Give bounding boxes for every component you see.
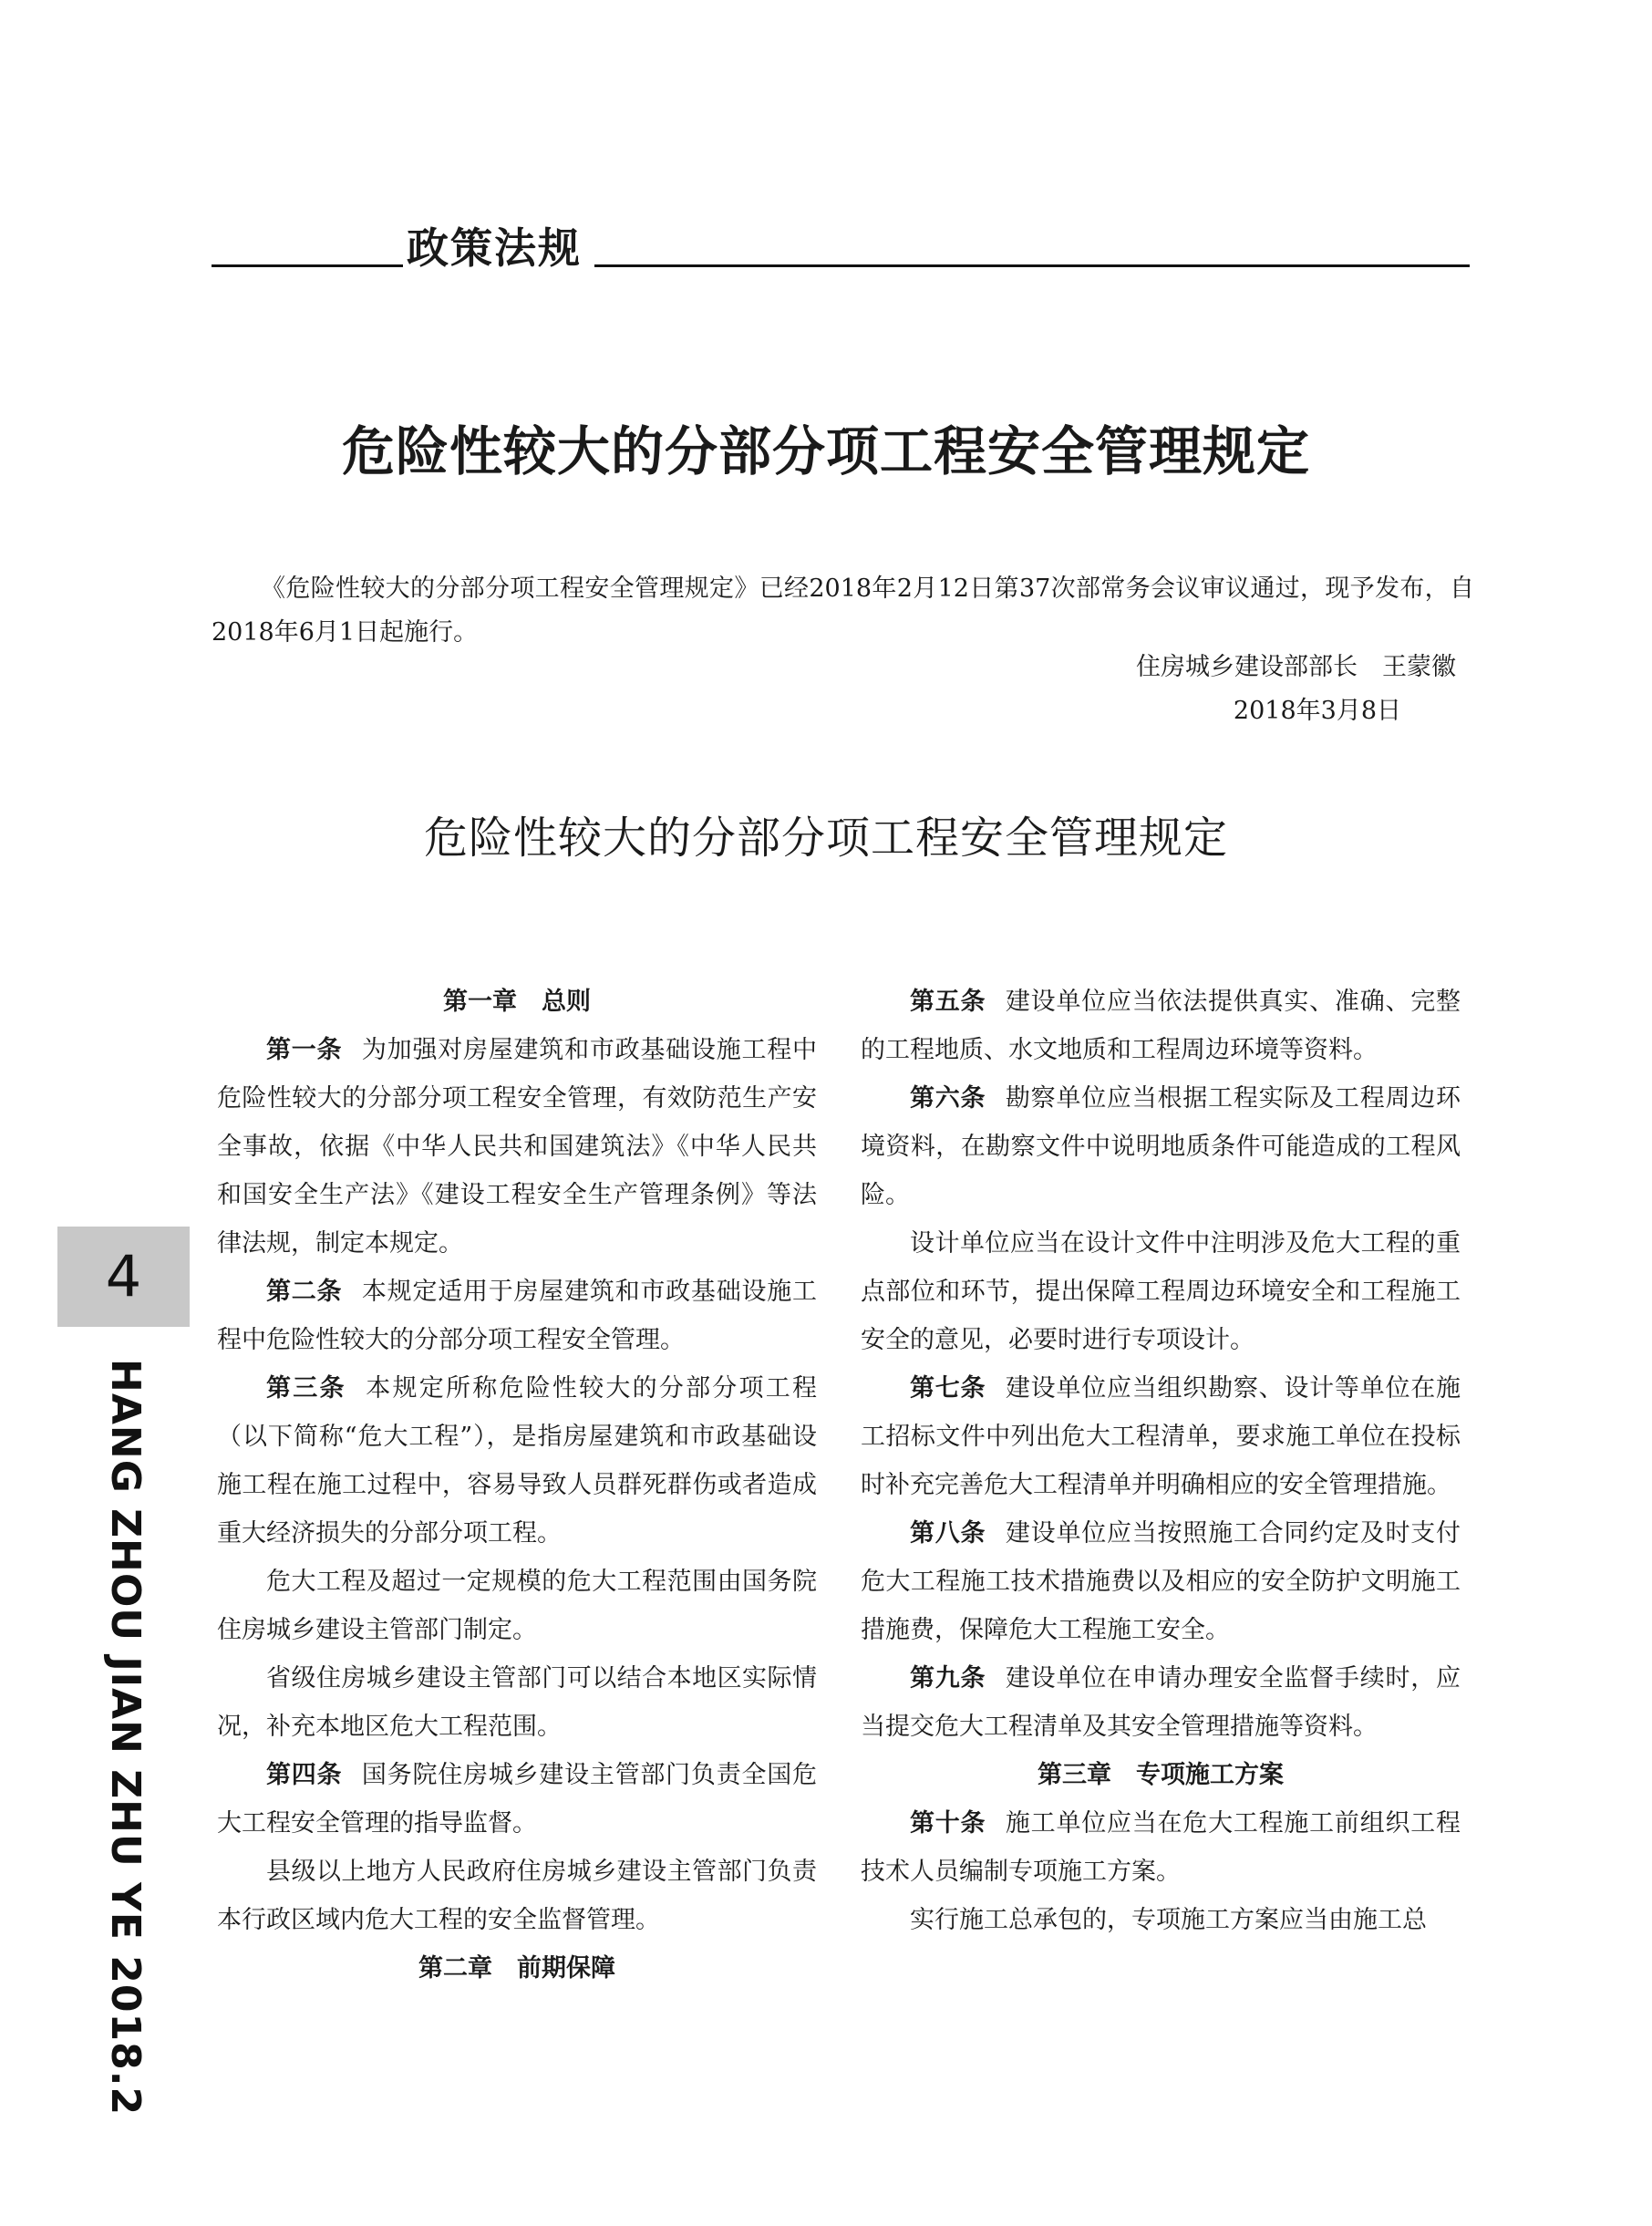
article-text: 国务院住房城乡建设主管部门负责全国危大工程安全管理的指导监督。 [217, 1761, 818, 1838]
section-label: 政策法规 [407, 223, 582, 273]
article [217, 1026, 817, 1268]
article [861, 1654, 1461, 1751]
chapter-heading: 第二章 前期保障 [418, 1954, 615, 1983]
article-label: 第六条 [910, 1084, 986, 1113]
article-text: 为加强对房屋建筑和市政基础设施工程中危险性较大的分部分项工程安全管理，有效防范生产安全事故，依据《中华人民共和国建筑法》《中华人民共和国安全生产法》《建设工程安全生产管理条例》等法律法规，制定本规定。 [217, 1036, 818, 1258]
issue-date: 2018年3月8日 [1233, 697, 1401, 725]
article [217, 1751, 817, 1848]
signer: 住房城乡建设部部长 王蒙徽 [1136, 653, 1456, 681]
journal-side-mark: HANG ZHOU JIAN ZHU YE 2018.2 [102, 1359, 149, 2117]
article-label: 第三条 [266, 1374, 346, 1403]
paragraph: 县级以上地方人民政府住房城乡建设主管部门负责本行政区域内危大工程的安全监督管理。 [217, 1858, 817, 1934]
article-label: 第二条 [266, 1278, 343, 1306]
article-text: 施工单位应当在危大工程施工前组织工程技术人员编制专项施工方案。 [861, 1809, 1461, 1886]
header-rule-right [594, 264, 1470, 267]
article [861, 1364, 1461, 1509]
article-text: 建设单位在申请办理安全监督手续时，应当提交危大工程清单及其安全管理措施等资料。 [861, 1664, 1461, 1741]
right-column [861, 978, 1461, 1944]
article-text: 建设单位应当依法提供真实、准确、完整的工程地质、水文地质和工程周边环境等资料。 [861, 988, 1461, 1064]
section-header [212, 208, 1470, 272]
sub-title: 危险性较大的分部分项工程安全管理规定 [423, 813, 1228, 864]
article-text: 本规定所称危险性较大的分部分项工程（以下简称“危大工程”），是指房屋建筑和市政基础设施工程在施工过程中，容易导致人员群死群伤或者造成重大经济损失的分部分项工程。 [217, 1374, 818, 1548]
article-text: 本规定适用于房屋建筑和市政基础设施工程中危险性较大的分部分项工程安全管理。 [217, 1278, 818, 1354]
main-title: 危险性较大的分部分项工程安全管理规定 [341, 420, 1310, 482]
article-label: 第九条 [910, 1664, 986, 1693]
paragraph: 危大工程及超过一定规模的危大工程范围由国务院住房城乡建设主管部门制定。 [217, 1568, 817, 1644]
article [861, 1509, 1461, 1654]
preface-paragraph: 《危险性较大的分部分项工程安全管理规定》已经2018年2月12日第37次部常务会议审议通过，现予发布，自2018年6月1日起施行。 [212, 575, 1474, 647]
chapter-heading: 第三章 专项施工方案 [1038, 1761, 1284, 1789]
paragraph: 实行施工总承包的，专项施工方案应当由施工总 [910, 1906, 1427, 1934]
article-label: 第一条 [266, 1036, 343, 1064]
header-rule-left [212, 264, 403, 267]
article [861, 1799, 1461, 1896]
article [217, 1364, 817, 1558]
article [861, 1074, 1461, 1219]
article-label: 第八条 [910, 1519, 986, 1548]
left-column [217, 978, 817, 1993]
paragraph: 设计单位应当在设计文件中注明涉及危大工程的重点部位和环节，提出保障工程周边环境安全和工程施工安全的意见，必要时进行专项设计。 [861, 1229, 1461, 1354]
article-text: 勘察单位应当根据工程实际及工程周边环境资料，在勘察文件中说明地质条件可能造成的工程风险。 [861, 1084, 1461, 1209]
article-label: 第七条 [910, 1374, 986, 1403]
paragraph: 省级住房城乡建设主管部门可以结合本地区实际情况，补充本地区危大工程范围。 [217, 1664, 817, 1741]
chapter-heading: 第一章 总则 [443, 988, 591, 1016]
article-label: 第四条 [266, 1761, 343, 1789]
article-text: 建设单位应当组织勘察、设计等单位在施工招标文件中列出危大工程清单，要求施工单位在投标时补充完善危大工程清单并明确相应的安全管理措施。 [861, 1374, 1461, 1499]
article-text: 建设单位应当按照施工合同约定及时支付危大工程施工技术措施费以及相应的安全防护文明施工措施费，保障危大工程施工安全。 [861, 1519, 1461, 1644]
article [861, 978, 1461, 1074]
article [217, 1268, 817, 1364]
page-number-tab: 4 [57, 1227, 190, 1327]
article-label: 第十条 [910, 1809, 986, 1838]
article-label: 第五条 [910, 988, 986, 1016]
